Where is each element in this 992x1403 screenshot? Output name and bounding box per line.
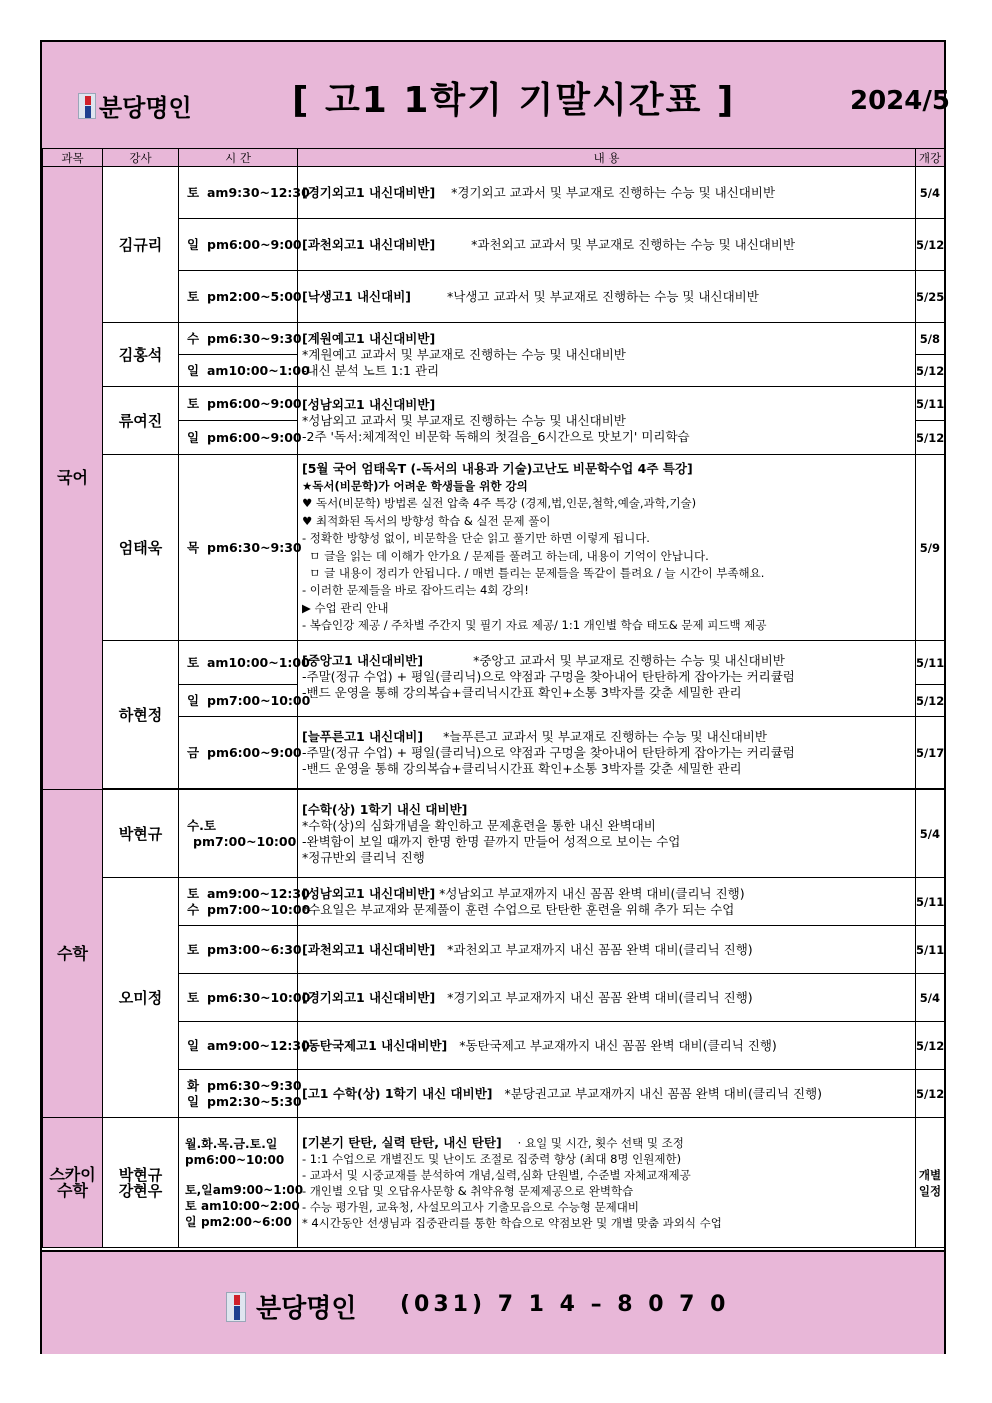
teacher-name: 류여진 bbox=[103, 387, 179, 455]
col-header-time: 시 간 bbox=[179, 149, 298, 167]
teacher-name: 박현규 bbox=[103, 790, 179, 878]
class-time: 토 am9:30~12:30 bbox=[179, 167, 298, 219]
class-time: 토 pm6:00~9:00 bbox=[179, 387, 298, 421]
table-row bbox=[43, 1022, 945, 1070]
table-row bbox=[43, 167, 945, 219]
class-time: 토 am10:00~1:00 bbox=[179, 641, 298, 685]
class-content: [늘푸른고1 내신대비] *늘푸른고 교과서 및 부교재로 진행하는 수능 및 내신대비반 -주말(정규 수업) + 평일(클리닉)으로 약점과 구멍을 찾아내어 탄탄하게 잡아가는 커리큘럼 -밴드 운영을 통해 강의복습+클리닉시간표 확인+소통 3박자를 갖춘 세밀한 관리 bbox=[298, 717, 916, 789]
class-time: 토 pm6:30~10:00 bbox=[179, 974, 298, 1022]
class-time: 일 am9:00~12:30 bbox=[179, 1022, 298, 1070]
start-date: 5/11 bbox=[916, 878, 945, 926]
start-date: 5/12 bbox=[916, 421, 945, 455]
table-row bbox=[43, 878, 945, 926]
table-row bbox=[43, 717, 945, 789]
teacher-name: 하현정 bbox=[103, 641, 179, 789]
class-content: [계원예고1 내신대비반] *계원예고 교과서 및 부교재로 진행하는 수능 및 내신대비반 -내신 분석 노트 1:1 관리 bbox=[298, 323, 916, 387]
start-date: 5/12 bbox=[916, 685, 945, 717]
class-time: 일 pm7:00~10:00 bbox=[179, 685, 298, 717]
class-content: [경기외고1 내신대비반] *경기외고 교과서 및 부교재로 진행하는 수능 및 내신대비반 bbox=[298, 167, 916, 219]
start-date: 개별 일정 bbox=[916, 1118, 945, 1248]
teacher-name: 박현규 강현우 bbox=[103, 1118, 179, 1248]
col-header-teacher: 강사 bbox=[103, 149, 179, 167]
start-date: 5/11 bbox=[916, 641, 945, 685]
class-time: 수.토 pm7:00~10:00 bbox=[179, 790, 298, 878]
subject-korean: 국어 bbox=[43, 167, 103, 790]
table-row bbox=[43, 323, 945, 355]
class-time: 일 pm6:00~9:00 bbox=[179, 219, 298, 271]
class-content: [수학(상) 1학기 내신 대비반] *수학(상)의 심화개념을 확인하고 문제훈련을 통한 내신 완벽대비 -완벽함이 보일 때까지 한명 한명 끝까지 만들어 성적으로 보이는 수업 *정규반외 클리닉 진행 bbox=[298, 790, 916, 878]
table-row bbox=[43, 387, 945, 421]
start-date: 5/4 bbox=[916, 167, 945, 219]
start-date: 5/12 bbox=[916, 1070, 945, 1118]
start-date: 5/12 bbox=[916, 1022, 945, 1070]
table-row bbox=[43, 1118, 945, 1248]
footer-banner bbox=[42, 1250, 944, 1354]
table-row bbox=[43, 641, 945, 685]
class-time: 토 pm2:00~5:00 bbox=[179, 271, 298, 323]
table-row bbox=[43, 974, 945, 1022]
class-time: 월.화.목.금.토.일 pm6:00~10:00 토,일am9:00~1:00 토 am10:00~2:00 일 pm2:00~6:00 bbox=[179, 1118, 298, 1248]
page-title: [ 고1 1학기 기말시간표 ] bbox=[292, 80, 736, 121]
class-content: [중앙고1 내신대비반] *중앙고 교과서 및 부교재로 진행하는 수능 및 내신대비반 -주말(정규 수업) + 평일(클리닉)으로 약점과 구멍을 찾아내어 탄탄하게 잡아가는 커리큘럼 -밴드 운영을 통해 강의복습+클리닉시간표 확인+소통 3박자를 갖춘 세밀한 관리 bbox=[298, 641, 916, 717]
class-content: [성남외고1 내신대비반] *성남외고 부교재까지 내신 꼼꼼 완벽 대비(클리닉 진행) *수요일은 부교재와 문제풀이 훈련 수업으로 탄탄한 훈련을 위해 추가 되는 수업 bbox=[298, 878, 916, 926]
header-date: 2024/5 bbox=[850, 86, 950, 116]
class-content: [동탄국제고1 내신대비반] *동탄국제고 부교재까지 내신 꼼꼼 완벽 대비(클리닉 진행) bbox=[298, 1022, 916, 1070]
class-time: 금 pm6:00~9:00 bbox=[179, 717, 298, 789]
col-header-subject: 과목 bbox=[43, 149, 103, 167]
class-content: [과천외고1 내신대비반] *과천외고 부교재까지 내신 꼼꼼 완벽 대비(클리닉 진행) bbox=[298, 926, 916, 974]
subject-math: 수학 bbox=[43, 790, 103, 1118]
teacher-name: 김규리 bbox=[103, 167, 179, 323]
start-date: 5/12 bbox=[916, 355, 945, 387]
table-header-row bbox=[43, 149, 945, 167]
teacher-name: 오미정 bbox=[103, 878, 179, 1118]
class-time: 토 am9:00~12:30 수 pm7:00~10:00 bbox=[179, 878, 298, 926]
table-row bbox=[43, 1070, 945, 1118]
class-content: [고1 수학(상) 1학기 내신 대비반] *분당권고교 부교재까지 내신 꼼꼼 완벽 대비(클리닉 진행) bbox=[298, 1070, 916, 1118]
schedule-table bbox=[42, 148, 945, 1248]
table-row bbox=[43, 455, 945, 641]
start-date: 5/11 bbox=[916, 387, 945, 421]
class-content: [성남외고1 내신대비반] *성남외고 교과서 및 부교재로 진행하는 수능 및 내신대비반 -2주 '독서:체계적인 비문학 독해의 첫걸음_6시간으로 맛보기' 미리학습 bbox=[298, 387, 916, 455]
table-row bbox=[43, 790, 945, 878]
class-content: [5월 국어 엄태욱T (-독서의 내용과 기술)고난도 비문학수업 4주 특강] ★독서(비문학)가 어려운 학생들을 위한 강의 ♥ 독서(비문학) 방법론 실전 압축 4주 특강 (경제,법,인문,철학,예술,과학,기술) ♥ 최적화된 독서의 방향성 학습 & 실전 문제 풀이 - 정확한 방향성 없이, 비문학을 단순 읽고 풀기만 하면 이렇게 됩니다. ㅁ 글을 읽는 데 이해가 안가요 / 문제를 풀려고 하는데, 내용이 기억이 안납니다. ㅁ 글 내용이 정리가 안됩니다. / 매번 틀리는 문제들을 똑같이 틀려요 / 늘 시간이 부족해요. - 이러한 문제들을 바로 잡아드리는 4회 강의! ▶ 수업 관리 안내 - 복습인강 제공 / 주차별 주간지 및 필기 자료 제공/ 1:1 개인별 학습 태도& 문제 피드백 제공 bbox=[298, 455, 916, 641]
start-date: 5/11 bbox=[916, 926, 945, 974]
footer-phone: (031) 7 1 4 – 8 0 7 0 bbox=[400, 1292, 730, 1317]
start-date: 5/8 bbox=[916, 323, 945, 355]
class-content: [과천외고1 내신대비반] *과천외고 교과서 및 부교재로 진행하는 수능 및 내신대비반 bbox=[298, 219, 916, 271]
header-banner bbox=[42, 42, 950, 150]
start-date: 5/4 bbox=[916, 974, 945, 1022]
class-time: 목 pm6:30~9:30 bbox=[179, 455, 298, 641]
class-time: 일 pm6:00~9:00 bbox=[179, 421, 298, 455]
footer-logo-text: 분당명인 bbox=[256, 1294, 357, 1324]
footer-logo bbox=[226, 1288, 356, 1325]
col-header-content: 내 용 bbox=[298, 149, 916, 167]
academy-logo-icon bbox=[226, 1292, 246, 1322]
class-content: [낙생고1 내신대비] *낙생고 교과서 및 부교재로 진행하는 수능 및 내신대비반 bbox=[298, 271, 916, 323]
teacher-name: 엄태욱 bbox=[103, 455, 179, 641]
class-time: 수 pm6:30~9:30 bbox=[179, 323, 298, 355]
header-logo bbox=[78, 88, 192, 123]
start-date: 5/9 bbox=[916, 455, 945, 641]
header-logo-text: 분당명인 bbox=[99, 94, 192, 122]
class-time: 화 pm6:30~9:30 일 pm2:30~5:30 bbox=[179, 1070, 298, 1118]
start-date: 5/4 bbox=[916, 790, 945, 878]
start-date: 5/25 bbox=[916, 271, 945, 323]
table-row bbox=[43, 271, 945, 323]
table-row bbox=[43, 926, 945, 974]
col-header-start: 개강 bbox=[916, 149, 945, 167]
class-content: [기본기 탄탄, 실력 탄탄, 내신 탄탄] · 요일 및 시간, 횟수 선택 및 조정 - 1:1 수업으로 개별진도 및 난이도 조절로 집중력 향상 (최대 8명 인원제한) - 교과서 및 시중교재를 분석하여 개념,실력,심화 단원별, 수준별 자체교재제공 - 개인별 오답 및 오답유사문항 & 취약유형 문제제공으로 완벽학습 - 수능 평가원, 교육청, 사설모의고사 기출모음으로 수능형 문제대비 * 4시간동안 선생님과 집중관리를 통한 학습으로 약점보완 및 개별 맞춤 과외식 수업 bbox=[298, 1118, 916, 1248]
table-row bbox=[43, 219, 945, 271]
teacher-name: 김홍석 bbox=[103, 323, 179, 387]
subject-sky-math: 스카이 수학 bbox=[43, 1118, 103, 1248]
academy-logo-icon bbox=[78, 93, 96, 119]
class-content: [경기외고1 내신대비반] *경기외고 부교재까지 내신 꼼꼼 완벽 대비(클리닉 진행) bbox=[298, 974, 916, 1022]
start-date: 5/12 bbox=[916, 219, 945, 271]
timetable-sheet bbox=[40, 40, 950, 1354]
start-date: 5/17 bbox=[916, 717, 945, 789]
class-time: 토 pm3:00~6:30 bbox=[179, 926, 298, 974]
class-time: 일 am10:00~1:00 bbox=[179, 355, 298, 387]
